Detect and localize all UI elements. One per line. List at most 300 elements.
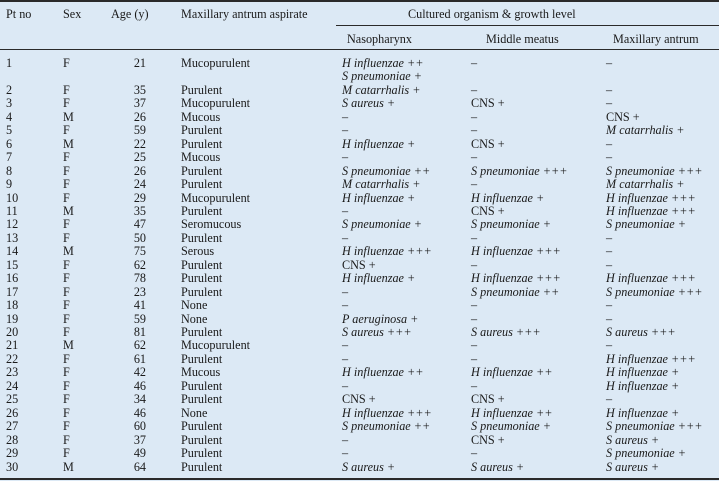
table-row xyxy=(0,84,719,97)
growth-level: + xyxy=(410,217,422,232)
growth-level: + xyxy=(409,82,421,97)
cell-pt-no: 19 xyxy=(6,311,19,326)
cell-age: 25 xyxy=(133,150,146,165)
cell-middle-meatus: CNS + xyxy=(471,392,505,407)
cell-aspirate: Mucopurulent xyxy=(181,338,251,353)
cell-maxillary-antrum: – xyxy=(606,392,613,407)
growth-level: ++ xyxy=(539,284,560,299)
cell-sex: F xyxy=(63,392,70,407)
cell-age: 81 xyxy=(133,325,146,339)
table-row xyxy=(0,232,719,245)
cell-aspirate: Purulent xyxy=(181,378,223,393)
header-sex: Sex xyxy=(63,7,82,21)
cell-sex: F xyxy=(63,177,70,192)
cell-pt-no: 10 xyxy=(6,190,19,205)
cell-pt-no: 15 xyxy=(6,257,19,272)
cell-aspirate: Purulent xyxy=(181,257,223,272)
cell-nasopharynx xyxy=(342,461,395,474)
cell-middle-meatus: – xyxy=(471,338,478,353)
header-cultured-organism: Cultured organism & growth level xyxy=(408,7,576,21)
growth-level: + xyxy=(667,365,680,380)
organism-name: S pneumoniae xyxy=(471,284,540,299)
cell-pt-no: 20 xyxy=(6,325,19,339)
cell-maxillary-antrum: – xyxy=(606,230,613,245)
table-row xyxy=(0,205,719,218)
table-row xyxy=(0,192,719,205)
table-row xyxy=(0,299,719,312)
growth-level: + xyxy=(673,123,685,138)
growth-level: + xyxy=(674,446,686,461)
cell-maxillary-antrum: – xyxy=(606,56,613,70)
organism-name: S pneumoniae xyxy=(471,419,540,434)
cell-age: 37 xyxy=(133,96,146,111)
table-row xyxy=(0,138,719,151)
cell-age: 46 xyxy=(133,378,146,393)
cell-middle-meatus xyxy=(471,286,559,299)
table-row xyxy=(0,434,719,447)
cell-maxillary-antrum xyxy=(606,380,679,393)
cell-maxillary-antrum xyxy=(606,192,696,205)
cell-sex: F xyxy=(63,311,70,326)
growth-level: ++ xyxy=(403,365,424,380)
cell-nasopharynx xyxy=(342,84,420,97)
table-row xyxy=(0,420,719,433)
cell-sex: F xyxy=(63,82,70,97)
growth-level: +++ xyxy=(532,244,561,259)
cell-nasopharynx xyxy=(342,178,420,191)
growth-level: + xyxy=(512,459,525,474)
cell-nasopharynx: – xyxy=(342,203,349,218)
cell-middle-meatus xyxy=(471,272,561,285)
growth-level: +++ xyxy=(667,351,696,366)
cell-sex: F xyxy=(63,405,70,420)
cell-nasopharynx: – xyxy=(342,351,349,366)
cell-maxillary-antrum xyxy=(606,420,702,433)
cell-pt-no: 16 xyxy=(6,271,19,286)
growth-level: +++ xyxy=(674,419,703,434)
cell-aspirate: Mucous xyxy=(181,109,221,124)
cell-age: 78 xyxy=(133,271,146,286)
cell-age: 37 xyxy=(133,432,146,447)
cell-maxillary-antrum xyxy=(606,326,676,339)
cell-middle-meatus: – xyxy=(471,351,478,366)
organism-name: H influenzae xyxy=(471,405,533,420)
cell-age: 62 xyxy=(133,257,146,272)
cell-age: 47 xyxy=(133,217,146,232)
cell-maxillary-antrum xyxy=(606,124,684,137)
cell-age: 62 xyxy=(133,338,146,353)
cell-age: 46 xyxy=(133,405,146,420)
cell-age: 21 xyxy=(133,56,146,70)
cell-pt-no: 7 xyxy=(6,150,13,165)
cell-aspirate: Purulent xyxy=(181,123,223,138)
growth-level: + xyxy=(403,190,416,205)
cell-age: 22 xyxy=(133,136,146,151)
cell-sex: F xyxy=(63,432,70,447)
cell-nasopharynx: – xyxy=(342,298,349,313)
cell-age: 64 xyxy=(133,459,146,474)
cell-sex: F xyxy=(63,217,70,232)
table-row xyxy=(0,393,719,406)
cell-maxillary-antrum xyxy=(606,353,696,366)
cell-middle-meatus: – xyxy=(471,298,478,313)
cell-age: 50 xyxy=(133,230,146,245)
cell-middle-meatus xyxy=(471,326,541,339)
table-row xyxy=(0,70,719,83)
header-nasopharynx: Nasopharynx xyxy=(347,32,412,46)
organism-name: H influenzae xyxy=(342,365,404,380)
cell-nasopharynx xyxy=(342,366,423,379)
cell-nasopharynx xyxy=(342,420,430,433)
cell-maxillary-antrum xyxy=(606,272,696,285)
cell-aspirate: None xyxy=(181,311,208,326)
cell-pt-no: 12 xyxy=(6,217,19,232)
cell-middle-meatus: – xyxy=(471,123,478,138)
growth-level: + xyxy=(403,136,416,151)
cell-pt-no: 2 xyxy=(6,82,13,97)
cell-nasopharynx xyxy=(342,192,415,205)
cell-maxillary-antrum: – xyxy=(606,82,613,97)
cell-nasopharynx xyxy=(342,57,423,70)
organism-name: H influenzae xyxy=(471,190,533,205)
organism-name: S aureus xyxy=(471,459,513,474)
table-row xyxy=(0,259,719,272)
cell-pt-no: 27 xyxy=(6,419,19,434)
cell-nasopharynx xyxy=(342,70,422,83)
cell-nasopharynx: CNS + xyxy=(342,257,376,272)
cell-pt-no: 26 xyxy=(6,405,19,420)
cell-nasopharynx: – xyxy=(342,432,349,447)
cell-pt-no: 18 xyxy=(6,298,19,313)
cell-pt-no: 5 xyxy=(6,123,13,138)
growth-level: +++ xyxy=(403,244,432,259)
cell-pt-no: 21 xyxy=(6,338,19,353)
organism-name: H influenzae xyxy=(606,378,668,393)
cell-aspirate: Purulent xyxy=(181,459,223,474)
cell-age: 75 xyxy=(133,244,146,259)
cell-pt-no: 11 xyxy=(6,203,18,218)
cell-maxillary-antrum xyxy=(606,434,659,447)
cell-nasopharynx: – xyxy=(342,338,349,353)
organism-name: H influenzae xyxy=(342,244,404,259)
growth-level: +++ xyxy=(539,163,568,178)
cell-sex: F xyxy=(63,351,70,366)
header-middle-meatus: Middle meatus xyxy=(486,32,559,46)
cell-maxillary-antrum: – xyxy=(606,298,613,313)
cell-maxillary-antrum xyxy=(606,286,702,299)
cell-age: 59 xyxy=(133,311,146,326)
growth-level: + xyxy=(674,217,686,232)
growth-level: +++ xyxy=(532,271,561,286)
growth-level: + xyxy=(673,177,685,192)
cell-middle-meatus xyxy=(471,245,561,258)
organism-name: H influenzae xyxy=(342,56,404,70)
cell-nasopharynx xyxy=(342,165,430,178)
cell-sex: M xyxy=(63,459,74,474)
cell-middle-meatus: CNS + xyxy=(471,136,505,151)
organism-name: H influenzae xyxy=(342,405,404,420)
header-maxillary-antrum: Maxillary antrum xyxy=(613,32,699,46)
cell-age: 35 xyxy=(133,203,146,218)
growth-level: +++ xyxy=(512,325,541,339)
group-header-rule xyxy=(336,25,719,26)
cell-nasopharynx: – xyxy=(342,446,349,461)
growth-level: + xyxy=(667,378,680,393)
cell-maxillary-antrum: – xyxy=(606,257,613,272)
growth-level: ++ xyxy=(532,365,553,380)
organism-name: S pneumoniae xyxy=(606,284,675,299)
table-row xyxy=(0,407,719,420)
cell-age: 29 xyxy=(133,190,146,205)
organism-name: P aeruginosa xyxy=(342,311,408,326)
cell-sex: F xyxy=(63,378,70,393)
cell-middle-meatus: – xyxy=(471,378,478,393)
organism-name: M catarrhalis xyxy=(606,177,674,192)
organism-name: S pneumoniae xyxy=(606,163,675,178)
cell-pt-no: 14 xyxy=(6,244,19,259)
growth-level: + xyxy=(532,190,545,205)
growth-level: +++ xyxy=(667,190,696,205)
cell-middle-meatus: CNS + xyxy=(471,432,505,447)
organism-name: H influenzae xyxy=(606,405,668,420)
cell-age: 23 xyxy=(133,284,146,299)
cell-age: 59 xyxy=(133,123,146,138)
cell-aspirate: Purulent xyxy=(181,284,223,299)
organism-name: M catarrhalis xyxy=(342,82,410,97)
cell-middle-meatus: – xyxy=(471,230,478,245)
table-bottom-rule xyxy=(0,478,719,480)
cell-pt-no: 3 xyxy=(6,96,13,111)
cell-nasopharynx: – xyxy=(342,109,349,124)
cell-sex: M xyxy=(63,203,74,218)
organism-name: S aureus xyxy=(342,459,384,474)
cell-aspirate: Mucopurulent xyxy=(181,56,251,70)
cell-aspirate: Mucous xyxy=(181,150,221,165)
cell-middle-meatus: – xyxy=(471,311,478,326)
organism-name: H influenzae xyxy=(471,271,533,286)
cell-sex: F xyxy=(63,56,70,70)
cell-middle-meatus: – xyxy=(471,56,478,70)
cell-nasopharynx: – xyxy=(342,230,349,245)
growth-level: +++ xyxy=(647,325,676,339)
growth-level: + xyxy=(410,69,422,84)
growth-level: + xyxy=(647,432,660,447)
organism-name: S aureus xyxy=(471,325,513,339)
cell-maxillary-antrum xyxy=(606,218,686,231)
organism-name: H influenzae xyxy=(606,271,668,286)
organism-name: S aureus xyxy=(342,325,384,339)
cell-aspirate: Purulent xyxy=(181,392,223,407)
table-row xyxy=(0,286,719,299)
organism-name: S pneumoniae xyxy=(606,446,675,461)
table-top-rule xyxy=(0,0,719,2)
table-row xyxy=(0,151,719,164)
growth-level: ++ xyxy=(410,419,431,434)
organism-name: M catarrhalis xyxy=(342,177,410,192)
cell-pt-no: 28 xyxy=(6,432,19,447)
table-row xyxy=(0,272,719,285)
growth-level: + xyxy=(539,217,551,232)
cell-nasopharynx xyxy=(342,245,432,258)
table-row xyxy=(0,353,719,366)
table-row xyxy=(0,313,719,326)
header-bottom-rule xyxy=(0,49,719,50)
cell-aspirate: Purulent xyxy=(181,163,223,178)
cell-sex: M xyxy=(63,109,74,124)
cell-maxillary-antrum xyxy=(606,461,659,474)
cell-middle-meatus: – xyxy=(471,177,478,192)
cell-nasopharynx: – xyxy=(342,123,349,138)
cell-sex: F xyxy=(63,163,70,178)
cell-middle-meatus: – xyxy=(471,150,478,165)
cell-middle-meatus: – xyxy=(471,257,478,272)
organism-name: S pneumoniae xyxy=(606,217,675,232)
cell-age: 41 xyxy=(133,298,146,313)
cell-age: 61 xyxy=(133,351,146,366)
table-row xyxy=(0,366,719,379)
cell-nasopharynx xyxy=(342,313,418,326)
table-row xyxy=(0,165,719,178)
cell-sex: F xyxy=(63,150,70,165)
cell-sex: F xyxy=(63,123,70,138)
cell-nasopharynx xyxy=(342,407,432,420)
cell-sex: F xyxy=(63,325,70,339)
cell-nasopharynx: – xyxy=(342,284,349,299)
cell-pt-no: 29 xyxy=(6,446,19,461)
cell-middle-meatus: – xyxy=(471,109,478,124)
organism-name: H influenzae xyxy=(471,244,533,259)
cell-age: 24 xyxy=(133,177,146,192)
growth-level: +++ xyxy=(674,284,703,299)
cell-nasopharynx: – xyxy=(342,150,349,165)
cell-aspirate: Purulent xyxy=(181,325,223,339)
header-age: Age (y) xyxy=(111,7,149,21)
cell-maxillary-antrum: – xyxy=(606,150,613,165)
growth-level: +++ xyxy=(667,203,696,218)
cell-pt-no: 4 xyxy=(6,109,13,124)
organism-name: M catarrhalis xyxy=(606,123,674,138)
organism-name: S pneumoniae xyxy=(342,419,411,434)
cell-aspirate: Mucopurulent xyxy=(181,96,251,111)
cell-aspirate: Purulent xyxy=(181,419,223,434)
cell-sex: F xyxy=(63,365,70,380)
cell-sex: M xyxy=(63,136,74,151)
table-row xyxy=(0,124,719,137)
cell-nasopharynx xyxy=(342,218,422,231)
cell-pt-no: 22 xyxy=(6,351,19,366)
cell-age: 42 xyxy=(133,365,146,380)
cell-pt-no: 13 xyxy=(6,230,19,245)
table-row xyxy=(0,218,719,231)
table-row xyxy=(0,461,719,474)
cell-pt-no: 30 xyxy=(6,459,19,474)
cell-aspirate: Purulent xyxy=(181,446,223,461)
cell-maxillary-antrum: CNS + xyxy=(606,109,640,124)
cell-aspirate: Mucopurulent xyxy=(181,190,251,205)
cell-aspirate: Purulent xyxy=(181,82,223,97)
growth-level: + xyxy=(407,311,419,326)
cell-aspirate: Purulent xyxy=(181,203,223,218)
cell-sex: F xyxy=(63,298,70,313)
table-row xyxy=(0,245,719,258)
organism-name: S pneumoniae xyxy=(606,419,675,434)
cell-sex: M xyxy=(63,338,74,353)
cell-middle-meatus: CNS + xyxy=(471,96,505,111)
cell-aspirate: Purulent xyxy=(181,136,223,151)
cell-age: 26 xyxy=(133,109,146,124)
organism-name: H influenzae xyxy=(342,271,404,286)
cell-pt-no: 6 xyxy=(6,136,13,151)
cell-nasopharynx: CNS + xyxy=(342,392,376,407)
organism-name: H influenzae xyxy=(342,190,404,205)
cell-maxillary-antrum: – xyxy=(606,96,613,111)
cell-middle-meatus xyxy=(471,192,544,205)
cell-nasopharynx xyxy=(342,272,415,285)
cell-maxillary-antrum: – xyxy=(606,311,613,326)
organism-name: S aureus xyxy=(606,325,648,339)
table-row xyxy=(0,380,719,393)
cell-pt-no: 9 xyxy=(6,177,13,192)
growth-level: + xyxy=(667,405,680,420)
cell-age: 35 xyxy=(133,82,146,97)
cell-middle-meatus: CNS + xyxy=(471,203,505,218)
growth-level: +++ xyxy=(674,163,703,178)
organism-name: H influenzae xyxy=(471,365,533,380)
growth-level: + xyxy=(403,271,416,286)
cell-aspirate: Serous xyxy=(181,244,215,259)
growth-level: +++ xyxy=(667,271,696,286)
cell-sex: F xyxy=(63,271,70,286)
cell-age: 49 xyxy=(133,446,146,461)
cell-middle-meatus: – xyxy=(471,446,478,461)
table-row xyxy=(0,326,719,339)
cell-middle-meatus xyxy=(471,165,567,178)
organism-name: S aureus xyxy=(606,432,648,447)
header-aspirate: Maxillary antrum aspirate xyxy=(181,7,308,21)
cell-middle-meatus xyxy=(471,407,552,420)
cell-maxillary-antrum xyxy=(606,178,684,191)
cell-pt-no: 25 xyxy=(6,392,19,407)
organism-name: H influenzae xyxy=(606,365,668,380)
cell-nasopharynx xyxy=(342,326,412,339)
table-row xyxy=(0,339,719,352)
organism-name: S pneumoniae xyxy=(342,69,411,84)
organism-name: S pneumoniae xyxy=(471,217,540,232)
cell-middle-meatus xyxy=(471,218,551,231)
cell-sex: F xyxy=(63,284,70,299)
header-pt-no: Pt no xyxy=(6,7,32,21)
cell-nasopharynx xyxy=(342,97,395,110)
organism-name: S aureus xyxy=(342,96,384,111)
cell-aspirate: Mucous xyxy=(181,365,221,380)
cell-aspirate: Purulent xyxy=(181,271,223,286)
organism-name: H influenzae xyxy=(342,136,404,151)
cell-sex: F xyxy=(63,446,70,461)
cell-aspirate: Purulent xyxy=(181,177,223,192)
table-row xyxy=(0,57,719,70)
cell-middle-meatus: – xyxy=(471,82,478,97)
organism-name: S pneumoniae xyxy=(471,163,540,178)
cell-aspirate: Purulent xyxy=(181,230,223,245)
growth-level: + xyxy=(409,177,421,192)
cell-middle-meatus xyxy=(471,461,524,474)
cell-maxillary-antrum: – xyxy=(606,136,613,151)
growth-level: + xyxy=(383,459,396,474)
cell-maxillary-antrum xyxy=(606,447,686,460)
cell-sex: F xyxy=(63,190,70,205)
cell-maxillary-antrum xyxy=(606,165,702,178)
cell-sex: F xyxy=(63,419,70,434)
